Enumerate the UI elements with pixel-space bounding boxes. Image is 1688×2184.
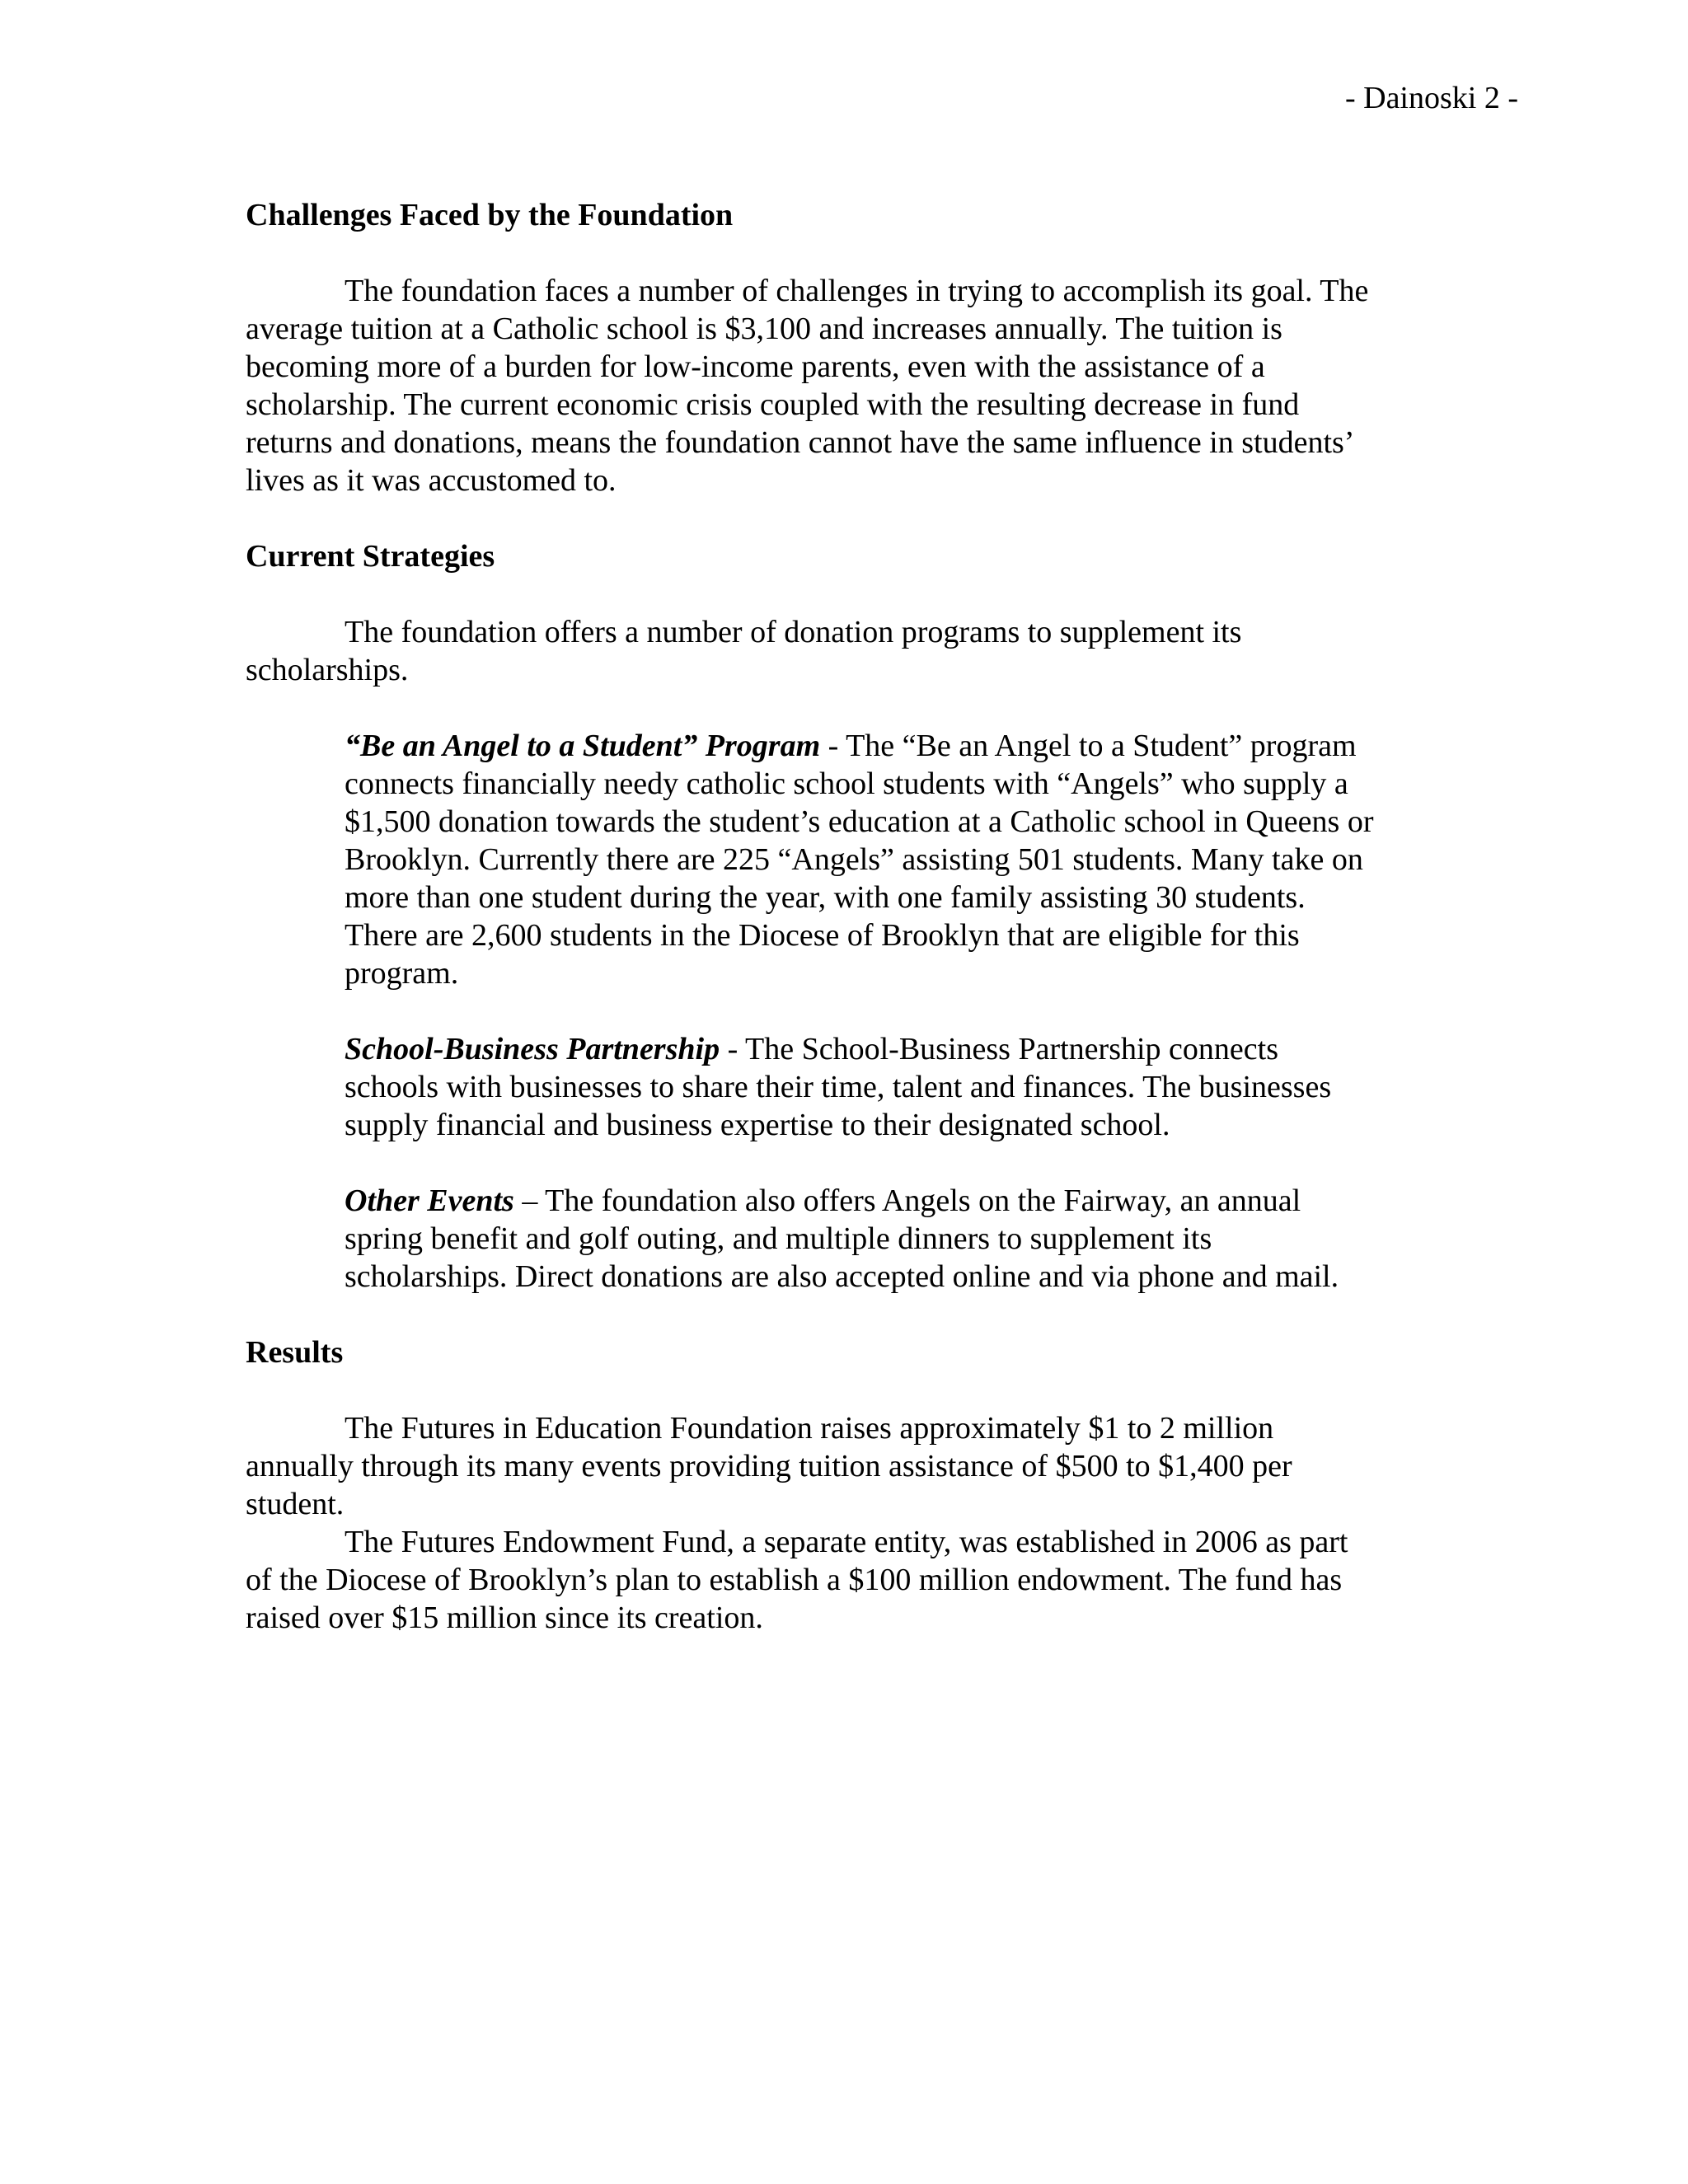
program-line: program. <box>345 956 459 991</box>
paragraph-line: scholarships. <box>246 653 409 687</box>
paragraph-line: The Futures Endowment Fund, a separate entity, was established in 2006 as part <box>345 1525 1348 1559</box>
paragraph-line: returns and donations, means the foundation cannot have the same influence in students’ <box>246 425 1355 460</box>
paragraph-line: The foundation faces a number of challenges in trying to accomplish its goal. The <box>345 274 1369 308</box>
paragraph-line: of the Diocese of Brooklyn’s plan to establish a $100 million endowment. The fund has <box>246 1563 1343 1597</box>
program-line: supply financial and business expertise to their designated school. <box>345 1108 1170 1142</box>
paragraph-line: average tuition at a Catholic school is $3,100 and increases annually. The tuition is <box>246 312 1282 346</box>
program-title: School-Business Partnership <box>345 1032 720 1066</box>
program-first-line <box>345 727 1441 765</box>
results-paragraph-1 <box>246 1409 1432 1523</box>
section-results <box>246 1333 1432 1637</box>
paragraph-line: The foundation offers a number of donation programs to supplement its <box>345 615 1242 649</box>
program-school-business-partnership <box>345 1030 1441 1144</box>
program-line: spring benefit and golf outing, and multiple dinners to supplement its <box>345 1221 1212 1256</box>
challenges-paragraph <box>246 272 1432 499</box>
program-description-start: - The “Be an Angel to a Student” program <box>820 729 1357 763</box>
program-first-line <box>345 1182 1441 1220</box>
paragraph-line: becoming more of a burden for low-income parents, even with the assistance of a <box>246 349 1265 384</box>
program-description-start: - The School-Business Partnership connects <box>720 1032 1278 1066</box>
section-challenges <box>246 196 1432 499</box>
program-line: $1,500 donation towards the student’s education at a Catholic school in Queens or <box>345 804 1374 839</box>
section-current-strategies <box>246 537 1432 1296</box>
section-heading-results: Results <box>246 1335 344 1370</box>
program-line: more than one student during the year, with one family assisting 30 students. <box>345 880 1306 915</box>
program-title: Other Events <box>345 1183 514 1218</box>
section-heading-current-strategies: Current Strategies <box>246 539 495 574</box>
paragraph-line: scholarship. The current economic crisis coupled with the resulting decrease in fund <box>246 387 1300 422</box>
paragraph-line: annually through its many events providing tuition assistance of $500 to $1,400 per <box>246 1449 1292 1483</box>
paragraph-line: raised over $15 million since its creation. <box>246 1601 763 1635</box>
paragraph-line: student. <box>246 1487 345 1521</box>
document-body <box>246 196 1432 1637</box>
program-line: connects financially needy catholic school students with “Angels” who supply a <box>345 766 1348 801</box>
page-number-header: - Dainoski 2 - <box>1344 81 1518 115</box>
strategies-intro-paragraph <box>246 613 1432 689</box>
program-description-start: – The foundation also offers Angels on the Fairway, an annual <box>513 1183 1301 1218</box>
section-heading-challenges: Challenges Faced by the Foundation <box>246 198 734 232</box>
program-list <box>345 727 1441 1296</box>
program-other-events <box>345 1182 1441 1296</box>
program-line: Brooklyn. Currently there are 225 “Angels” assisting 501 students. Many take on <box>345 842 1363 877</box>
program-line: schools with businesses to share their time, talent and finances. The businesses <box>345 1070 1332 1104</box>
program-be-an-angel <box>345 727 1441 992</box>
paragraph-line: lives as it was accustomed to. <box>246 463 617 498</box>
paragraph-line: The Futures in Education Foundation raises approximately $1 to 2 million <box>345 1411 1274 1446</box>
program-line: There are 2,600 students in the Diocese of Brooklyn that are eligible for this <box>345 918 1300 953</box>
program-first-line <box>345 1030 1441 1068</box>
program-title: “Be an Angel to a Student” Program <box>345 729 821 763</box>
results-paragraph-2 <box>246 1523 1432 1637</box>
program-line: scholarships. Direct donations are also accepted online and via phone and mail. <box>345 1259 1339 1294</box>
